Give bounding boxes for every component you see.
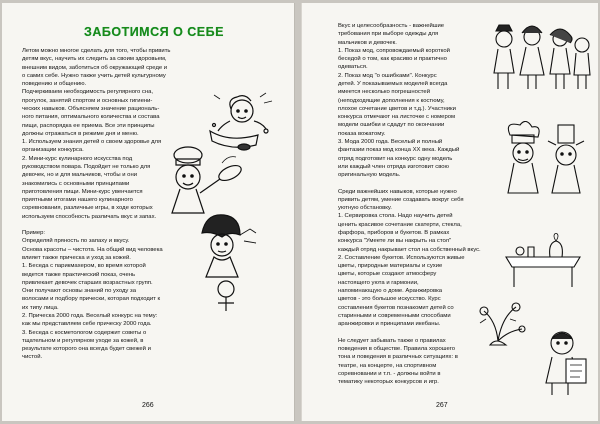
text-line: используем способность различать вкус и запах. <box>22 213 157 220</box>
text-line: Вкус и целесообразность - важнейшие <box>338 23 445 29</box>
text-line <box>338 180 481 187</box>
right-page <box>301 3 598 421</box>
text-line: знакомились с основными принципами <box>22 180 130 187</box>
text-line: ценить красивое сочетание скатерти, стекла, <box>338 221 462 228</box>
text-line: детей. У показываемых моделей всегда <box>338 80 448 87</box>
text-line: конкурса "Умеете ли вы накрыть на стол" <box>338 238 452 245</box>
text-line: прогулок, занятий спортом и основных гигиени- <box>22 97 153 104</box>
text-line: внешним видом, заботиться об окружающей среде и <box>22 64 168 71</box>
text-line: (неподходящие дополнения к костюму, <box>338 97 445 104</box>
cook-with-pan-illustration <box>162 143 258 219</box>
chefs-illustration <box>496 121 596 201</box>
hairdresser-illustration <box>192 211 264 315</box>
text-line: Не следует забывать также о правилах <box>338 337 446 344</box>
text-line: 1. Сервировка стола. Надо научить детей <box>338 213 453 220</box>
text-line: чистой. <box>22 354 43 361</box>
text-line: результате которого она всегда будет свежей и <box>22 346 151 353</box>
left-page <box>2 3 295 421</box>
text-line: одеваться. <box>338 64 368 71</box>
boy-reading-illustration <box>538 329 594 399</box>
text-line: уютную обстановку. <box>338 205 392 212</box>
text-line: тематику некоторых конкурсов и игр. <box>338 379 439 386</box>
text-line: отряд подготовит на конкурс одну модель <box>338 155 453 162</box>
text-line: напоминающую о доме. Аранжировка <box>338 288 443 294</box>
text-line: влияет также прическа и уход за кожей. <box>22 255 131 262</box>
text-line: фарфора, приборов и букетов. В рамках <box>338 230 450 237</box>
text-line: должны отражаться в режиме дня и меню. <box>22 130 139 137</box>
text-line: мальчиков и девочек. <box>338 39 397 46</box>
text-line: плохое сочетание цветов и т.д.). Участники <box>338 105 456 112</box>
text-line: тона и поведения в различных ситуациях: в <box>338 354 458 361</box>
text-line: модели ошибки и сдадут по окончании <box>338 122 445 129</box>
text-line: фантазии показ мод конца XX века. Каждый <box>338 147 460 154</box>
text-line: 1. Используем знания детей о своем здоровье для <box>22 139 162 146</box>
text-line: как мы представляем себе прическу 2000 года. <box>22 321 152 328</box>
text-line: волосами и подбору прически, которая подходит к <box>22 296 161 303</box>
text-line: требования при выборе одежды для <box>338 31 439 38</box>
text-line: 2. Составление букетов. Используются живые <box>338 254 465 261</box>
text-line: Подчеркиваем необходимость регулярного сна, <box>22 89 154 96</box>
text-line: беседой о том, как красиво и практично <box>338 56 447 63</box>
text-line: 2. Мини-курс кулинарного искусства под <box>22 155 133 162</box>
text-line: оригинальную модель. <box>338 172 401 179</box>
left-page-text <box>22 48 170 363</box>
text-line: Определяй пряность по запаху и вкусу. <box>22 238 130 245</box>
text-line: показа вожатому. <box>338 130 386 137</box>
text-line: приготовления пищи. Мини-курс увенчается <box>22 188 143 195</box>
text-line: 2. Прическа 2000 года. Веселый конкурс на тему: <box>22 313 158 319</box>
text-line: руководством повара. Подойдет не только для <box>22 163 151 170</box>
text-line: детям вкус, научить их следить за своим здоровьем, <box>22 56 167 63</box>
text-line: каждый отряд накрывает стол на собственный вкус. <box>338 246 481 253</box>
text-line: ного питания, оптимального количества и состава <box>22 114 160 121</box>
text-line: их типу лица. <box>22 304 59 311</box>
text-line: ческих навыков. Объясняем значение рациональ- <box>22 105 160 112</box>
text-line: настоящего уюта и гармонии, <box>338 279 419 286</box>
text-line: ведется также практический показ, очень <box>22 271 136 278</box>
text-line: аранжировки и принципами икебаны. <box>338 321 441 328</box>
flower-arrangement-illustration <box>470 289 540 349</box>
text-line: 3. Беседа с косметологом содержит советы о <box>22 329 147 336</box>
text-line <box>338 329 481 336</box>
text-line <box>22 222 170 229</box>
text-line: театре, на концерте, на спортивном <box>338 362 437 369</box>
table-setting-illustration <box>498 233 588 289</box>
text-line: 1. Беседа с парикмахером, во время которой <box>22 263 146 270</box>
text-line: поведению и общению. <box>22 81 87 88</box>
page-number: 266 <box>142 402 154 409</box>
text-line: организации конкурса. <box>22 147 84 154</box>
page-number: 267 <box>436 402 448 409</box>
text-line: Они получают основы знаний по уходу за <box>22 288 136 295</box>
text-line: приятными итогами нашего кулинарного <box>22 197 133 204</box>
text-line: о самих себе. Нужно также учить детей культурному <box>22 72 166 79</box>
text-line: 2. Показ мод "о ошибками". Конкурс <box>338 72 437 79</box>
text-line: привлекает девочек старших возрастных групп. <box>22 279 153 286</box>
text-line: девочек, но и для мальчиков, чтобы и они <box>22 172 137 179</box>
text-line: имеется несколько погрешностей <box>338 89 430 96</box>
text-line: тщательном и регулярном уходе за кожей, в <box>22 337 144 344</box>
text-line: Пример: <box>22 230 46 237</box>
text-line: цветов - это большое искусство. Курс <box>338 296 441 303</box>
text-line: привить детям, умение создавать вокруг себя <box>338 196 464 203</box>
text-line: 3. Мода 2000 года. Веселый и полный <box>338 138 443 145</box>
text-line: соревнования, различные игры, в ходе которых <box>22 205 153 212</box>
text-line: конкурса отмечают на листочке с номером <box>338 114 456 121</box>
text-line: составления букетов познакомит детей со <box>338 304 454 311</box>
text-line: Среди важнейших навыков, которые нужно <box>338 188 457 195</box>
text-line: 1. Показ мод, сопровождаемый короткой <box>338 47 450 54</box>
text-line: или каждый член отряда изготовит свою <box>338 163 449 170</box>
text-line: Основа красоты – чистота. На общий вид человека <box>22 246 163 253</box>
text-line: цветы, природные материалы и сухие <box>338 263 443 270</box>
text-line: соревновании и т.п. - должны войти в <box>338 370 441 377</box>
fashion-show-illustration <box>488 23 594 95</box>
text-line: Летом можно многое сделать для того, чтобы привить <box>22 48 171 54</box>
text-line: поведения в обществе. Правила хорошего <box>338 345 456 352</box>
right-page-text <box>338 23 481 387</box>
text-line: пищи, распорядка ее приема. Все эти принципы <box>22 122 155 129</box>
page-title: ЗАБОТИМСЯ О СЕБЕ <box>84 25 224 39</box>
text-line: цветы, которые создают атмосферу <box>338 271 437 278</box>
text-line: старинными и современными способами <box>338 312 451 319</box>
